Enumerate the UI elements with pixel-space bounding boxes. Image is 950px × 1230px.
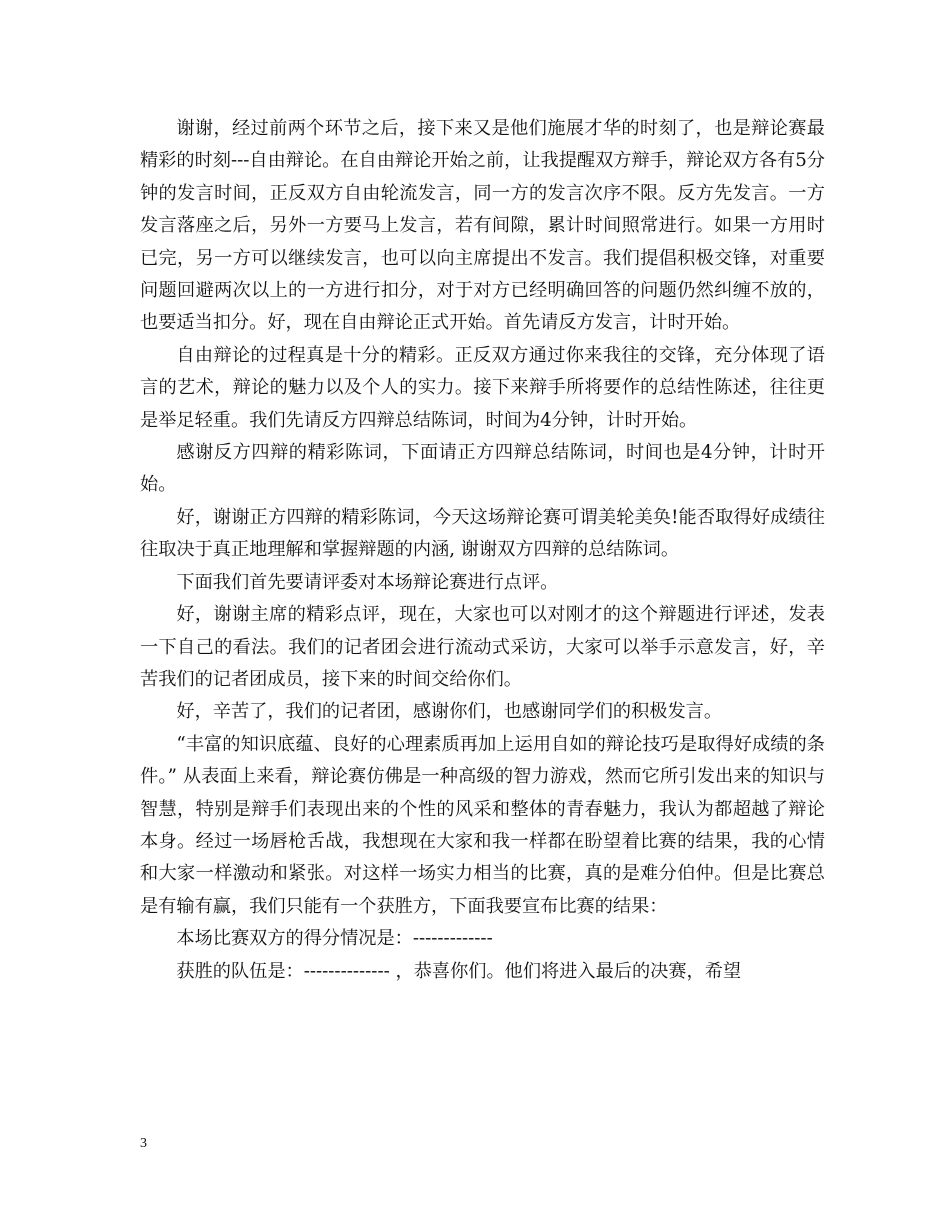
paragraph-judges-review: 下面我们首先要请评委对本场辩论赛进行点评。	[176, 571, 559, 593]
paragraph-audience-comments: 好，谢谢主席的精彩点评，现在，大家也可以对刚才的这个辩题进行评述，发表一下自己的看法。我们的记者团会进行流动式采访，大家可以举手示意发言，好，辛苦我们的记者团成员，接下来的时间交给你们。	[140, 604, 825, 690]
paragraph-closing-statements: 自由辩论的过程真是十分的精彩。正反双方通过你来我往的交锋，充分体现了语言的艺术，辩论的魅力以及个人的实力。接下来辩手所将要作的总结性陈述，往往更是举足轻重。我们先请反方四辩总结陈词，时间为4分钟，计时开始。	[140, 344, 825, 431]
paragraph-affirmative-closing: 感谢反方四辩的精彩陈词，下面请正方四辩总结陈词，时间也是4分钟，计时开始。	[140, 442, 825, 496]
paragraph-summary-remarks: “丰富的知识底蕴、良好的心理素质再加上运用自如的辩论技巧是取得好成绩的条件。” 从表面上来看，辩论赛仿佛是一种高级的智力游戏，然而它所引发出来的知识与智慧，特别是辩手们表现出来的个性的风采和整体的青春魅力，我认为都超越了辩论本身。经过一场唇枪舌战，我想现在大家和我一样都在盼望着比赛的结果，我的心情和大家一样激动和紧张。对这样一场实力相当的比赛，真的是难分伯仲。但是比赛总是有输有赢，我们只能有一个获胜方，下面我要宣布比赛的结果：	[140, 733, 825, 917]
paragraph-thanks-reporters: 好，辛苦了，我们的记者团，感谢你们，也感谢同学们的积极发言。	[176, 701, 723, 723]
paragraph-winner-announcement: 获胜的队伍是：-------------- ，恭喜你们。他们将进入最后的决赛，希望	[176, 960, 742, 982]
paragraph-score-announcement: 本场比赛双方的得分情况是：-------------	[176, 928, 493, 950]
paragraph-free-debate-intro: 谢谢，经过前两个环节之后，接下来又是他们施展才华的时刻了，也是辩论赛最精彩的时刻---自由辩论。在自由辩论开始之前，让我提醒双方辩手，辩论双方各有5分钟的发言时间，正反双方自由轮流发言，同一方的发言次序不限。反方先发言。一方发言落座之后，另外一方要马上发言，若有间隙，累计时间照常进行。如果一方用时已完，另一方可以继续发言，也可以向主席提出不发言。我们提倡积极交锋，对重要问题回避两次以上的一方进行扣分，对于对方已经明确回答的问题仍然纠缠不放的，也要适当扣分。好，现在自由辩论正式开始。首先请反方发言，计时开始。	[140, 118, 825, 334]
document-body	[140, 113, 825, 988]
paragraph-thanks-closing: 好，谢谢正方四辩的精彩陈词，今天这场辩论赛可谓美轮美奂!能否取得好成绩往往取决于真正地理解和掌握辩题的内涵, 谢谢双方四辩的总结陈词。	[140, 506, 825, 561]
page-number: 3	[140, 1136, 147, 1151]
